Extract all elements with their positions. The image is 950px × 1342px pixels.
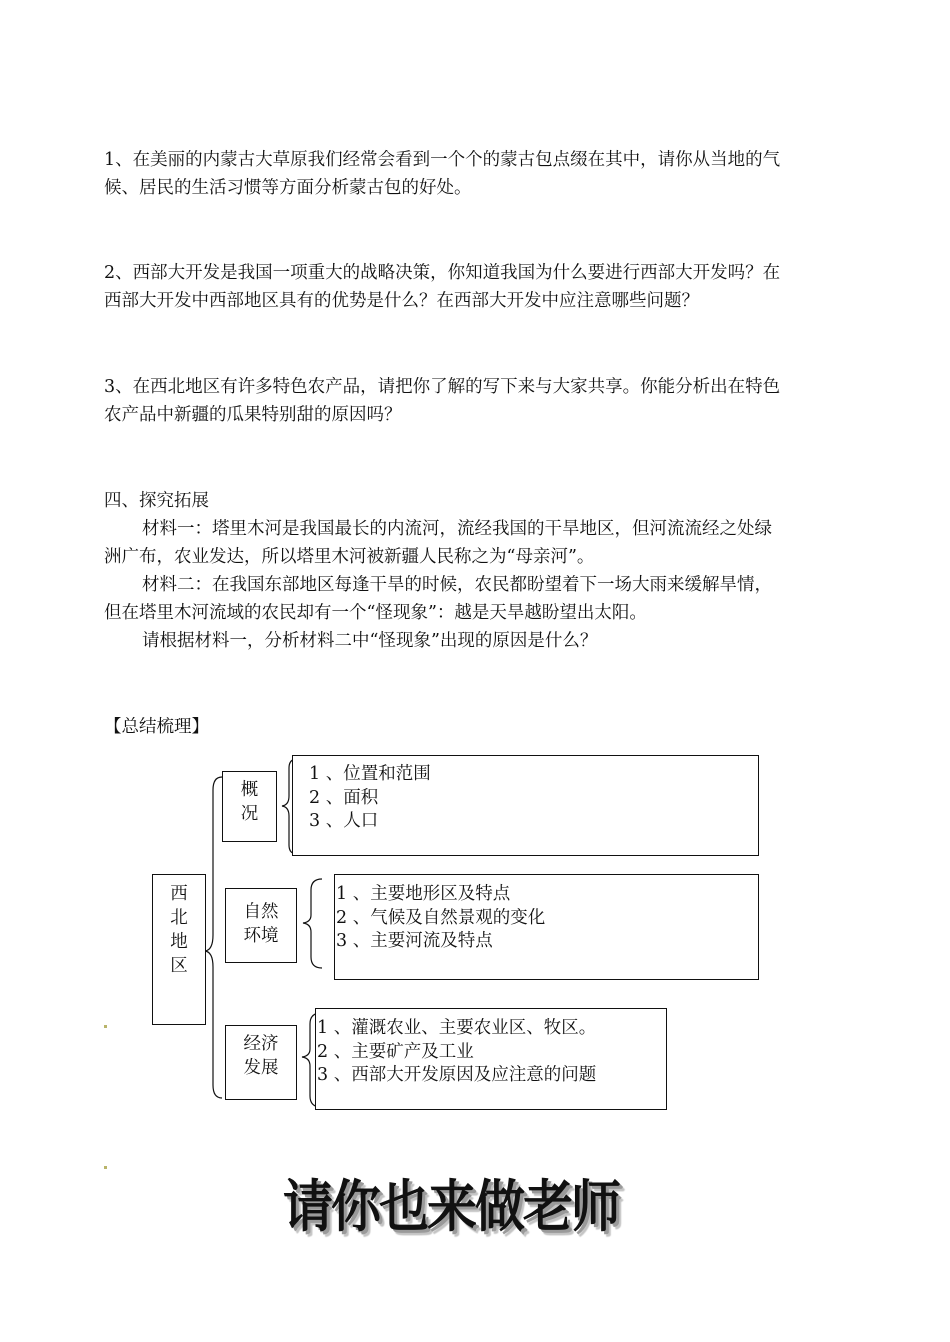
root-char-1: 西 [170, 884, 188, 904]
material-1-line-2: 洲广布，农业发达，所以塔里木河被新疆人民称之为“母亲河”。 [104, 547, 595, 567]
nature-item-2: 2 、气候及自然景观的变化 [336, 907, 546, 928]
overview-item-2: 2 、面积 [309, 787, 379, 808]
root-brace [205, 777, 222, 1098]
question-3-line-1: 3、在西北地区有许多特色农产品，请把你了解的写下来与大家共享。你能分析出在特色 [104, 377, 781, 397]
nature-brace [303, 879, 322, 968]
summary-heading: 【总结梳理】 [104, 717, 209, 737]
nature-label-1: 自然 [243, 902, 279, 922]
nature-label-2: 环境 [243, 926, 279, 946]
stray-mark [104, 1025, 107, 1028]
root-node [152, 874, 206, 1025]
nature-item-3: 3 、主要河流及特点 [336, 931, 493, 951]
question-2-line-2: 西部大开发中西部地区具有的优势是什么？在西部大开发中应注意哪些问题？ [104, 291, 699, 311]
overview-node [222, 771, 277, 842]
economy-items-box [315, 1008, 667, 1110]
overview-label-1: 概 [240, 780, 259, 800]
economy-label-1: 经济 [243, 1034, 279, 1054]
banner-wordart: 请你也来做老师 [283, 1174, 619, 1240]
economy-label-2: 发展 [243, 1058, 279, 1078]
economy-item-2: 2 、主要矿产及工业 [317, 1041, 474, 1062]
overview-label-2: 况 [240, 804, 259, 824]
nature-node [225, 888, 297, 963]
stray-mark [104, 1166, 107, 1169]
material-2-line-2: 但在塔里木河流域的农民却有一个“怪现象”：越是天旱越盼望出太阳。 [104, 603, 647, 623]
overview-item-1: 1 、位置和范围 [309, 764, 431, 784]
root-char-2: 北 [170, 908, 188, 928]
material-1-line-1: 材料一：塔里木河是我国最长的内流河，流经我国的干旱地区，但河流流经之处绿 [142, 519, 772, 539]
economy-item-1: 1 、灌溉农业、主要农业区、牧区。 [317, 1018, 597, 1038]
economy-node [225, 1025, 297, 1100]
material-2-line-1: 材料二：在我国东部地区每逢干旱的时候，农民都盼望着下一场大雨来缓解旱情， [142, 575, 772, 595]
question-2-line-1: 2、西部大开发是我国一项重大的战略决策，你知道我国为什么要进行西部大开发吗？在 [104, 263, 781, 283]
nature-items-box [334, 874, 759, 980]
question-1-line-2: 候、居民的生活习惯等方面分析蒙古包的好处。 [104, 178, 472, 198]
question-3-line-2: 农产品中新疆的瓜果特别甜的原因吗？ [104, 405, 402, 425]
explore-heading: 四、探究拓展 [104, 491, 209, 511]
root-char-4: 区 [170, 956, 188, 976]
economy-item-3: 3 、西部大开发原因及应注意的问题 [317, 1065, 597, 1085]
explore-question: 请根据材料一，分析材料二中“怪现象”出现的原因是什么？ [142, 631, 598, 651]
overview-items-box [292, 755, 759, 856]
overview-item-3: 3 、人口 [309, 811, 379, 831]
question-1-line-1: 1、在美丽的内蒙古大草原我们经常会看到一个个的蒙古包点缀在其中，请你从当地的气 [104, 150, 781, 170]
root-char-3: 地 [170, 932, 188, 952]
nature-item-1: 1 、主要地形区及特点 [336, 884, 511, 904]
